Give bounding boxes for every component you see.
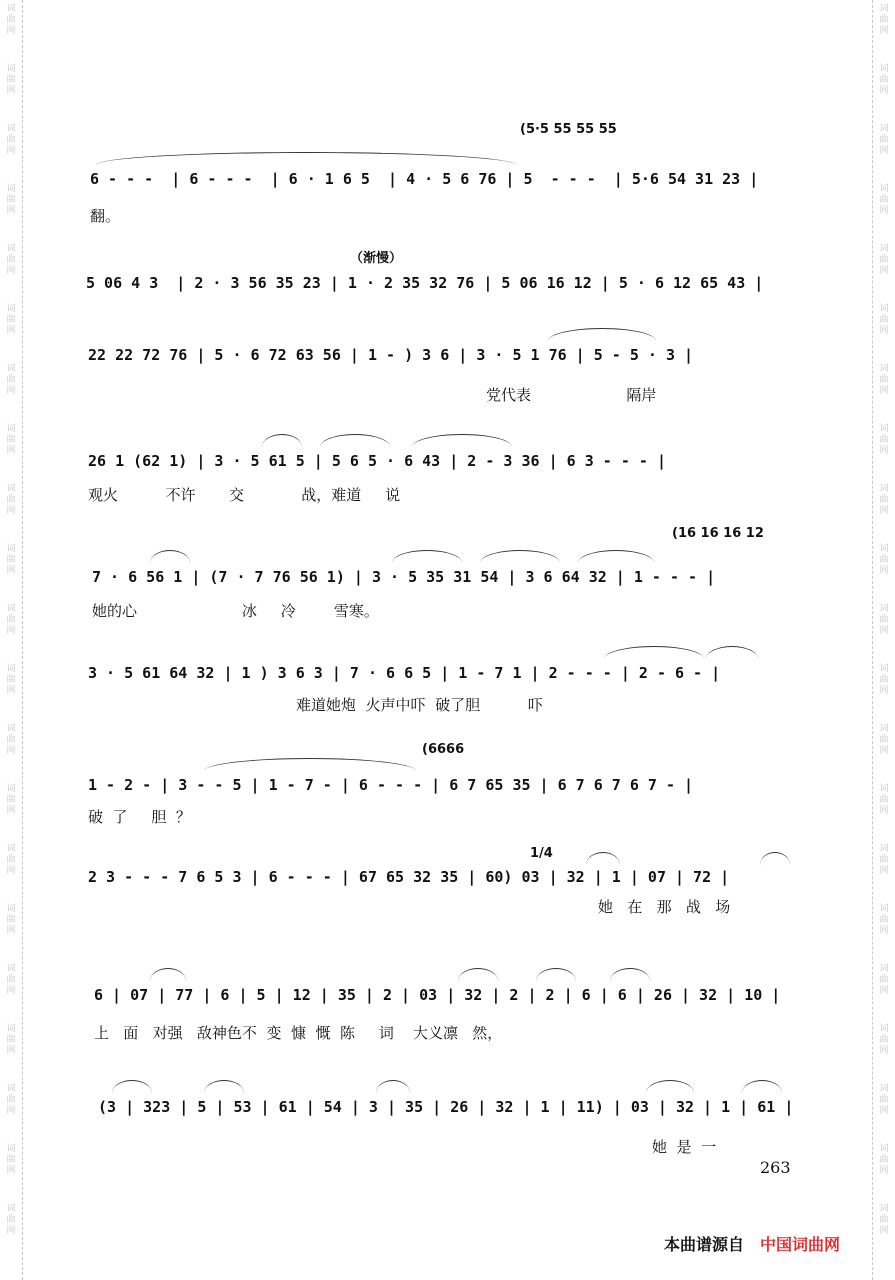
watermark-mark: 词 曲 网: [879, 544, 889, 576]
watermark-mark: 词 曲 网: [879, 604, 889, 636]
slur-arc: [204, 1080, 244, 1093]
watermark-mark: 词 曲 网: [6, 1144, 16, 1176]
system-7-notes: 1 - 2 - | 3 - - 5 | 1 - 7 - | 6 - - - | 6 7 65 35 | 6 7 6 7 6 7 - |: [88, 776, 694, 794]
footer: [664, 1232, 840, 1255]
tie-arc: [96, 152, 516, 165]
slur-arc: [646, 1080, 694, 1093]
watermark-mark: 词 曲 网: [879, 784, 889, 816]
system-5-lyrics: 她的心 冰 冷 雪寒。: [92, 602, 379, 620]
system-2-notes: 5 06 4 3 | 2 · 3 56 35 23 | 1 · 2 35 32 76 | 5 06 16 12 | 5 · 6 12 65 43 |: [86, 274, 764, 292]
watermark-mark: 词 曲 网: [879, 364, 889, 396]
slur-arc: [262, 434, 302, 447]
system-6-lyrics: 难道她炮 火声中吓 破了胆 吓: [296, 696, 543, 714]
watermark-mark: 词 曲 网: [879, 1204, 889, 1236]
watermark-mark: 词 曲 网: [6, 724, 16, 756]
slur-arc: [586, 852, 620, 865]
watermark-mark: 词 曲 网: [879, 304, 889, 336]
system-4-lyrics: 观火 不许 交 战，难道 说: [88, 486, 401, 504]
watermark-mark: 词 曲 网: [879, 184, 889, 216]
watermark-mark: 词 曲 网: [6, 1204, 16, 1236]
watermark-mark: 词 曲 网: [6, 1084, 16, 1116]
system-10-lyrics: 她 是 一: [652, 1138, 717, 1156]
slur-arc: [760, 852, 790, 865]
watermark-mark: 词 曲 网: [6, 1024, 16, 1056]
watermark-mark: 词 曲 网: [879, 1024, 889, 1056]
slur-arc: [548, 328, 656, 341]
slur-arc: [578, 550, 654, 563]
page-number: 263: [760, 1158, 791, 1177]
slur-arc: [480, 550, 560, 563]
system-1-lyrics: 翻。: [90, 207, 121, 225]
footer-source-label: 本曲谱源自: [664, 1235, 745, 1254]
slur-arc: [604, 646, 704, 659]
watermark-mark: 词 曲 网: [6, 4, 16, 36]
slur-arc: [412, 434, 512, 447]
slur-arc: [112, 1080, 152, 1093]
system-1-notes: 6 - - - | 6 - - - | 6 · 1 6 5 | 4 · 5 6 76 | 5 - - - | 5·6 54 31 23 |: [90, 170, 759, 188]
slur-arc: [150, 968, 186, 981]
system-5-intro: (16 16 16 12: [672, 526, 764, 541]
system-3-lyrics: 党代表 隔岸: [486, 386, 657, 404]
watermark-mark: 词 曲 网: [6, 304, 16, 336]
watermark-mark: 词 曲 网: [879, 964, 889, 996]
slur-arc: [458, 968, 498, 981]
slur-arc: [706, 646, 758, 659]
system-8-lyrics: 她 在 那 战 场: [598, 898, 731, 916]
watermark-mark: 词 曲 网: [879, 64, 889, 96]
slur-arc: [392, 550, 462, 563]
slur-arc: [376, 1080, 410, 1093]
system-8-notes: 2 3 - - - 7 6 5 3 | 6 - - - | 67 65 32 35 | 60) 03 | 32 | 1 | 07 | 72 |: [88, 868, 730, 886]
slur-arc: [610, 968, 650, 981]
slur-arc: [742, 1080, 782, 1093]
watermark-mark: 词 曲 网: [879, 244, 889, 276]
watermark-mark: 词 曲 网: [6, 124, 16, 156]
watermark-mark: 词 曲 网: [6, 364, 16, 396]
slur-arc: [320, 434, 390, 447]
watermark-mark: 词 曲 网: [6, 664, 16, 696]
watermark-mark: 词 曲 网: [879, 484, 889, 516]
watermark-mark: 词 曲 网: [879, 1144, 889, 1176]
watermark-mark: 词 曲 网: [6, 844, 16, 876]
system-10-notes: (3 | 323 | 5 | 53 | 61 | 54 | 3 | 35 | 26 | 32 | 1 | 11) | 03 | 32 | 1 | 61 |: [98, 1098, 794, 1116]
slur-arc: [150, 550, 190, 563]
watermark-mark: 词 曲 网: [879, 724, 889, 756]
system-1-intro: (5·5 55 55 55: [520, 122, 617, 137]
system-7-lyrics: 破 了 胆 ？: [88, 808, 191, 826]
watermark-mark: 词 曲 网: [6, 904, 16, 936]
system-9-lyrics: 上 面 对强 敌神色不 变 慷 慨 陈 词 大义凛 然，: [94, 1024, 503, 1042]
watermark-mark: 词 曲 网: [879, 844, 889, 876]
watermark-mark: 词 曲 网: [6, 64, 16, 96]
watermark-mark: 词 曲 网: [879, 124, 889, 156]
watermark-mark: 词 曲 网: [879, 424, 889, 456]
watermark-mark: 词 曲 网: [6, 424, 16, 456]
watermark-mark: 词 曲 网: [6, 784, 16, 816]
tempo-marking: （渐慢）: [350, 251, 403, 266]
system-6-notes: 3 · 5 61 64 32 | 1 ) 3 6 3 | 7 · 6 6 5 | 1 - 7 1 | 2 - - - | 2 - 6 - |: [88, 664, 721, 682]
watermark-mark: 词 曲 网: [6, 184, 16, 216]
watermark-mark: 词 曲 网: [879, 664, 889, 696]
watermark-mark: 词 曲 网: [879, 1084, 889, 1116]
watermark-mark: 词 曲 网: [6, 544, 16, 576]
watermark-mark: 词 曲 网: [6, 244, 16, 276]
system-7-intro: (6666: [422, 742, 465, 757]
slur-arc: [536, 968, 576, 981]
system-3-notes: 22 22 72 76 | 5 · 6 72 63 56 | 1 - ) 3 6 | 3 · 5 1 76 | 5 - 5 · 3 |: [88, 346, 694, 364]
meter-mark: 1/4: [530, 846, 553, 861]
watermark-mark: 词 曲 网: [879, 904, 889, 936]
watermark-mark: 词 曲 网: [6, 604, 16, 636]
watermark-mark: 词 曲 网: [6, 484, 16, 516]
tie-arc: [204, 758, 416, 771]
system-5-notes: 7 · 6 56 1 | (7 · 7 76 56 1) | 3 · 5 35 31 54 | 3 6 64 32 | 1 - - - |: [92, 568, 716, 586]
system-9-notes: 6 | 07 | 77 | 6 | 5 | 12 | 35 | 2 | 03 | 32 | 2 | 2 | 6 | 6 | 26 | 32 | 10 |: [94, 986, 781, 1004]
watermark-mark: 词 曲 网: [6, 964, 16, 996]
system-4-notes: 26 1 (62 1) | 3 · 5 61 5 | 5 6 5 · 6 43 | 2 - 3 36 | 6 3 - - - |: [88, 452, 666, 470]
watermark-mark: 词 曲 网: [879, 4, 889, 36]
footer-brand-link[interactable]: 中国词曲网: [760, 1235, 841, 1254]
